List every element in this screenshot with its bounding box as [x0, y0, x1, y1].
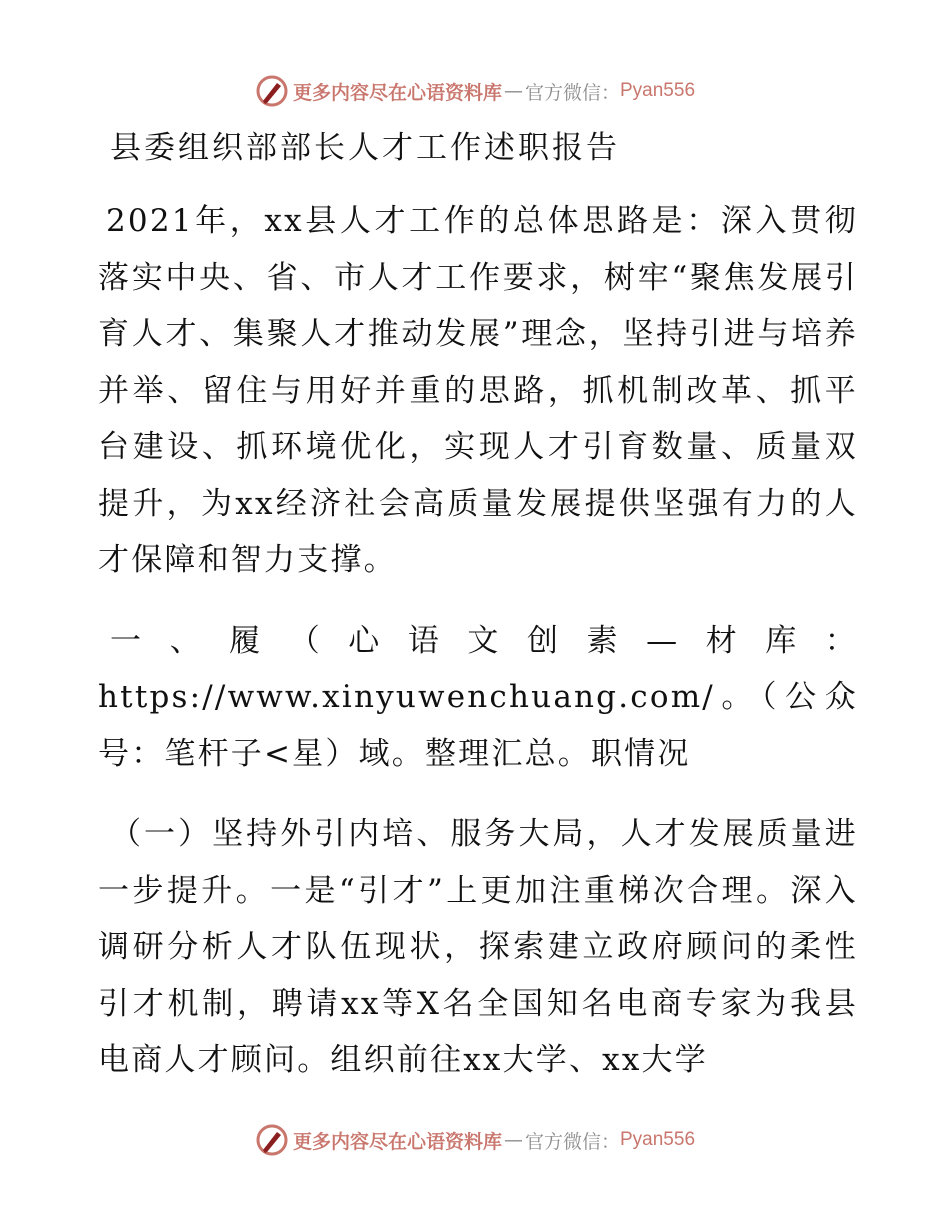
banner-main-text: 更多内容尽在心语资料库	[292, 81, 502, 104]
pen-circle-logo-icon	[255, 74, 289, 108]
banner-wechat-id: Pyan556	[620, 1129, 696, 1150]
paragraph-section-heading: 一、履（心语文创素—材库：https://www.xinyuwenchuang.com/。（公众号：笔杆子<星）域。整理汇总。职情况	[98, 622, 858, 772]
footer-banner	[0, 1120, 950, 1160]
banner-separator: —	[503, 1129, 523, 1151]
document-body	[98, 122, 858, 1089]
header-banner	[0, 71, 950, 111]
banner-wechat-label: 官方微信：	[524, 81, 620, 104]
pen-circle-logo-icon	[255, 1123, 289, 1157]
paragraph-subsection: （一）坚持外引内培、服务大局，人才发展质量进一步提升。一是“引才”上更加注重梯次合理。深入调研分析人才队伍现状，探索建立政府顾问的柔性引才机制，聘请xx等X名全国知名电商专家为我县电商人才顾问。组织前往xx大学、xx大学	[98, 816, 858, 1078]
banner-wechat-id: Pyan556	[620, 80, 696, 101]
paragraph-overview: 2021年，xx县人才工作的总体思路是：深入贯彻落实中央、省、市人才工作要求，树牢“聚焦发展引育人才、集聚人才推动发展”理念，坚持引进与培养并举、留住与用好并重的思路，抓机制改革、抓平台建设、抓环境优化，实现人才引育数量、质量双提升，为xx经济社会高质量发展提供坚强有力的人才保障和智力支撑。	[98, 203, 858, 578]
document-title: 县委组织部部长人才工作述职报告	[110, 130, 620, 166]
banner-main-text: 更多内容尽在心语资料库	[292, 1130, 502, 1153]
banner-separator: —	[503, 80, 523, 102]
banner-wechat-label: 官方微信：	[524, 1130, 620, 1153]
